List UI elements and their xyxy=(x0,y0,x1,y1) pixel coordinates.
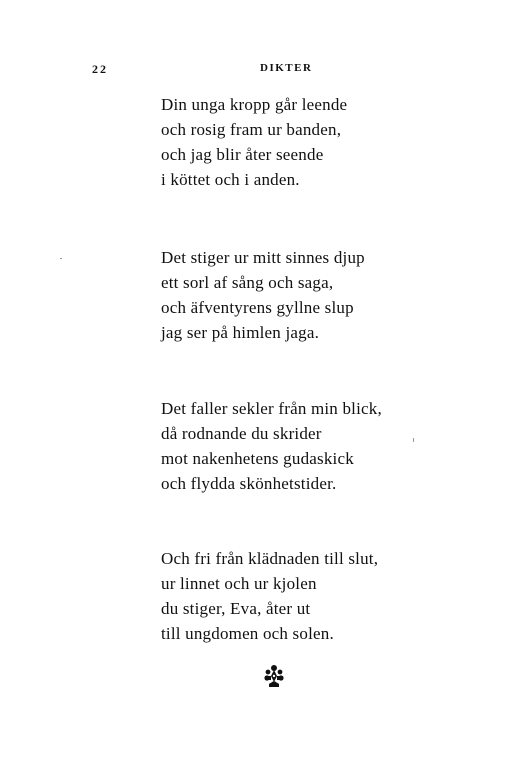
stanza-3 xyxy=(161,396,461,496)
poem-line: ur linnet och ur kjolen xyxy=(161,574,317,593)
poem-line: Det stiger ur mitt sinnes djup xyxy=(161,248,365,267)
stanza-4 xyxy=(161,546,461,646)
poem-line: och jag blir åter seende xyxy=(161,145,324,164)
poem-line: och rosig fram ur banden, xyxy=(161,120,342,139)
page-header xyxy=(0,62,520,82)
page-number: 22 xyxy=(92,62,108,76)
poem-line: Din unga kropp går leende xyxy=(161,95,348,114)
poem-line: jag ser på himlen jaga. xyxy=(161,323,320,342)
running-title: DIKTER xyxy=(260,62,313,74)
poem-line: och flydda skönhetstider. xyxy=(161,474,337,493)
floral-ornament-icon xyxy=(263,664,285,688)
poem-line: Och fri från klädnaden till slut, xyxy=(161,549,379,568)
poem-line: och äfventyrens gyllne slup xyxy=(161,298,354,317)
poem-line: till ungdomen och solen. xyxy=(161,624,334,643)
stanza-2 xyxy=(161,245,461,345)
poem-line: mot nakenhetens gudaskick xyxy=(161,449,354,468)
print-speck xyxy=(413,438,414,442)
print-speck xyxy=(60,258,62,259)
poem-line: ett sorl af sång och saga, xyxy=(161,273,334,292)
stanza-1 xyxy=(161,92,461,192)
poem-line: Det faller sekler från min blick, xyxy=(161,399,382,418)
poem-line: i köttet och i anden. xyxy=(161,170,300,189)
poem-line: då rodnande du skrider xyxy=(161,424,322,443)
poem-line: du stiger, Eva, åter ut xyxy=(161,599,311,618)
